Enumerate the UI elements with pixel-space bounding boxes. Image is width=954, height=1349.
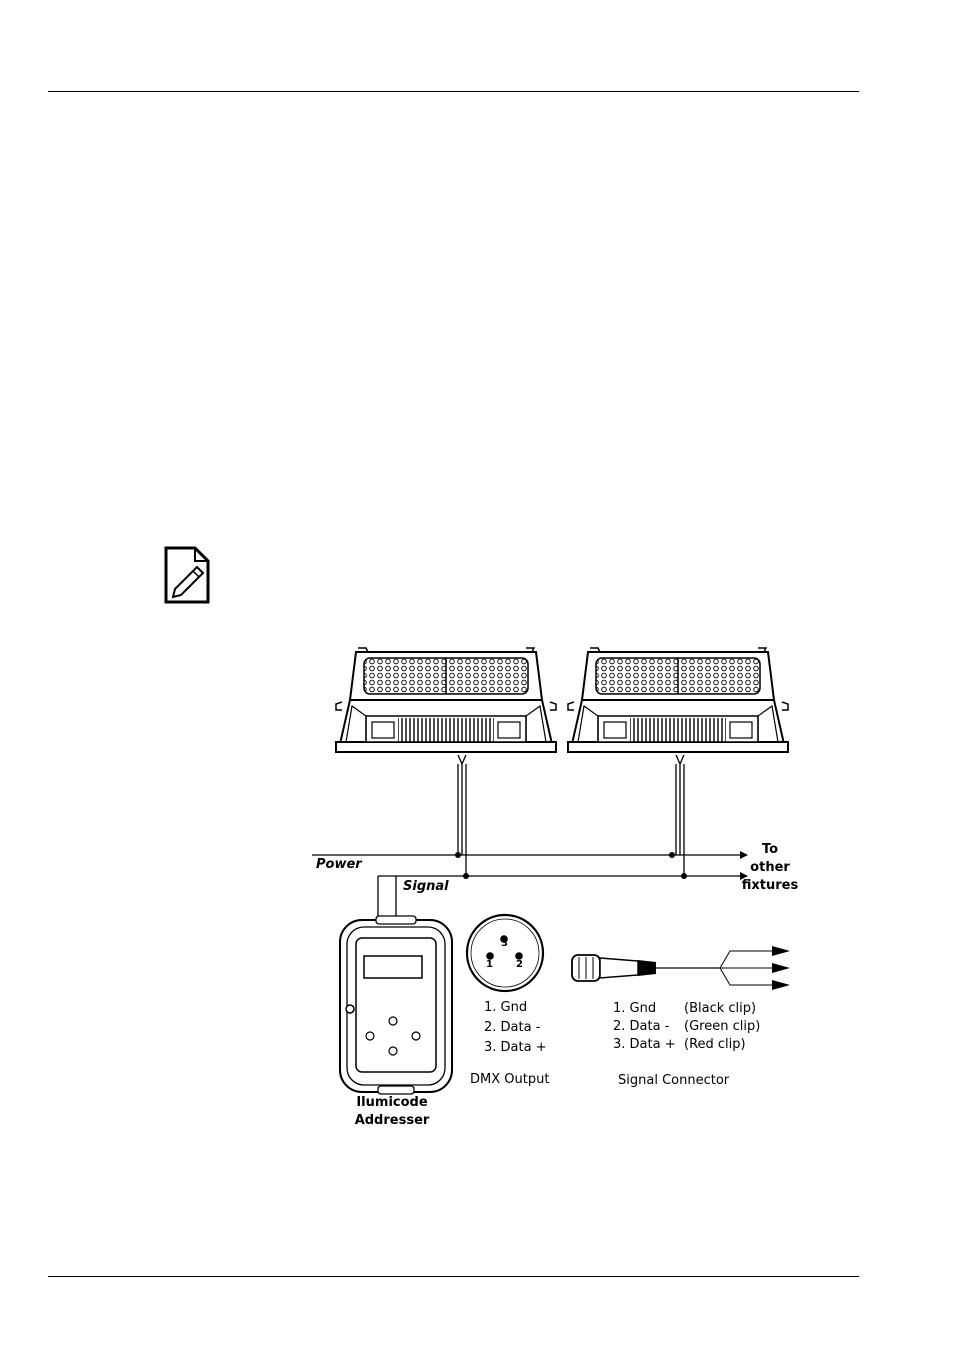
dmx-pin-2-label: 2 bbox=[516, 959, 523, 970]
signal-connector-caption: Signal Connector bbox=[618, 1073, 730, 1088]
fixture-1 bbox=[336, 648, 556, 752]
destination-label bbox=[738, 841, 802, 895]
addresser-caption bbox=[346, 1094, 438, 1130]
signal-clip-2: (Green clip) bbox=[684, 1019, 761, 1034]
signal-label: Signal bbox=[403, 879, 449, 894]
addresser-caption-line-1: Ilumicode bbox=[356, 1095, 428, 1110]
dmx-output-connector bbox=[467, 915, 543, 991]
header-rule bbox=[48, 91, 859, 92]
dmx-pin-1-label: 1 bbox=[486, 959, 493, 970]
power-line bbox=[312, 851, 748, 859]
addresser-device bbox=[340, 916, 452, 1094]
signal-connector-plug bbox=[572, 946, 790, 990]
signal-clips bbox=[684, 1000, 760, 1054]
dmx-pinout-2: 2. Data - bbox=[484, 1020, 541, 1035]
destination-line-1: To bbox=[761, 842, 779, 857]
dmx-pinout-1: 1. Gnd bbox=[484, 1000, 528, 1015]
dmx-pinout-3: 3. Data + bbox=[484, 1040, 547, 1055]
addresser-caption-line-2: Addresser bbox=[354, 1113, 430, 1128]
fixture-cables bbox=[458, 755, 684, 876]
signal-clip-1: (Black clip) bbox=[684, 1001, 757, 1016]
signal-clip-3: (Red clip) bbox=[684, 1037, 746, 1052]
signal-pinout-2: 2. Data - bbox=[613, 1019, 670, 1034]
footer-rule bbox=[48, 1276, 859, 1277]
wiring-diagram bbox=[300, 630, 820, 1140]
signal-pinout bbox=[613, 1000, 676, 1054]
dmx-pinout bbox=[484, 998, 547, 1058]
dmx-output-caption: DMX Output bbox=[470, 1072, 550, 1087]
note-pencil-icon bbox=[163, 545, 213, 605]
destination-line-2: other bbox=[750, 860, 790, 875]
power-label: Power bbox=[316, 857, 362, 872]
signal-pinout-1: 1. Gnd bbox=[613, 1001, 657, 1016]
destination-line-3: fixtures bbox=[741, 878, 799, 893]
fixture-2 bbox=[568, 648, 788, 752]
dmx-pin-3-label: 3 bbox=[501, 938, 508, 949]
signal-pinout-3: 3. Data + bbox=[613, 1037, 676, 1052]
